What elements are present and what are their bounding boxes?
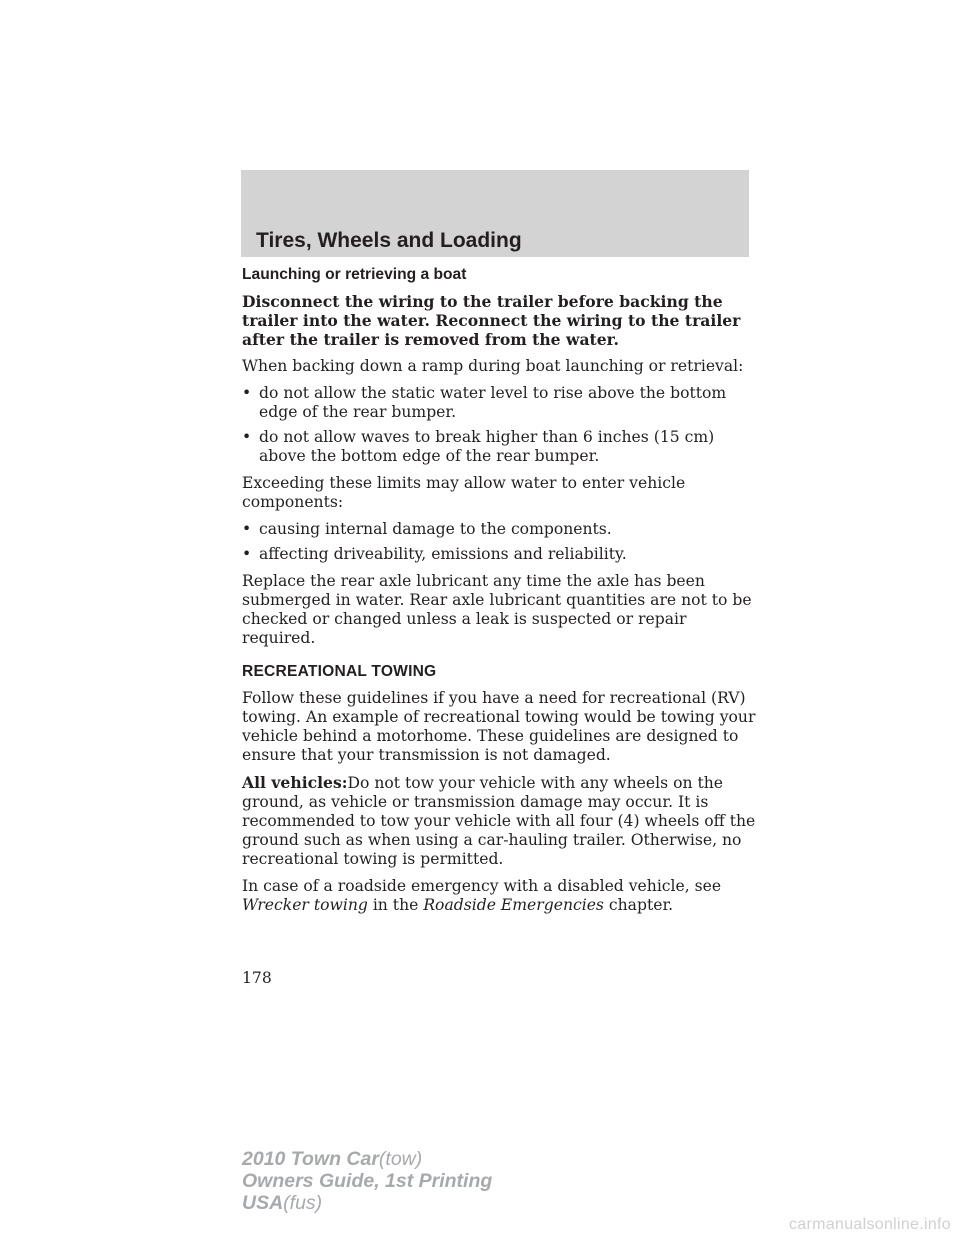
emergency-paragraph: In case of a roadside emergency with a disabled vehicle, see Wrecker towing in the Roadside Emergencies chapter.: [242, 877, 722, 914]
all-vehicles-paragraph: All vehicles:Do not tow your vehicle with any wheels on the ground, as vehicle or transmission damage may occur. It is recommended to tow your vehicle with all four (4) wheels off the ground such as when using a car-hauling trailer. Otherwise, no recreational towing is permitted.: [242, 773, 756, 868]
subheading-boat: Launching or retrieving a boat: [242, 266, 467, 283]
limits-intro: Exceeding these limits may allow water to enter vehicle components:: [242, 474, 686, 511]
recreational-towing-heading: RECREATIONAL TOWING: [242, 663, 437, 680]
page-content: [242, 265, 757, 923]
site-watermark: carmanualsonline.info: [789, 1216, 951, 1233]
rv-paragraph: Follow these guidelines if you have a need for recreational (RV) towing. An example of recreational towing would be towing your vehicle behind a motorhome. These guidelines are designed to ensure that your transmission is not damaged.: [242, 689, 756, 764]
limits-bullet-list: [242, 520, 757, 564]
roadside-emergencies-ref: Roadside Emergencies: [423, 896, 604, 914]
bullet-icon: •: [242, 520, 252, 538]
bullet-icon: •: [242, 428, 252, 446]
list-item: • do not allow waves to break higher than 6 inches (15 cm) above the bottom edge of the rear bumper.: [242, 428, 715, 465]
bullet-icon: •: [242, 384, 252, 402]
bullet-icon: •: [242, 545, 252, 563]
lubricant-paragraph: Replace the rear axle lubricant any time the axle has been submerged in water. Rear axle lubricant quantities are not to be checked or changed unless a leak is suspected or repair required.: [242, 572, 752, 647]
all-vehicles-label: All vehicles:: [242, 773, 348, 792]
list-item: • causing internal damage to the components.: [242, 520, 612, 538]
list-item: • do not allow the static water level to rise above the bottom edge of the rear bumper.: [242, 384, 727, 421]
page-number: 178: [242, 969, 272, 987]
list-item: • affecting driveability, emissions and reliability.: [242, 545, 627, 563]
wrecker-towing-ref: Wrecker towing: [242, 896, 368, 914]
ramp-intro: When backing down a ramp during boat launching or retrieval:: [242, 357, 744, 375]
page-title: Tires, Wheels and Loading: [256, 229, 522, 252]
wiring-warning: Disconnect the wiring to the trailer before backing the trailer into the water. Reconnect the wiring to the trailer after the trailer is removed from the water.: [242, 292, 741, 349]
ramp-bullet-list: [242, 384, 757, 466]
print-footer: 2010 Town Car(tow) Owners Guide, 1st Printing USA(fus): [242, 1148, 493, 1214]
